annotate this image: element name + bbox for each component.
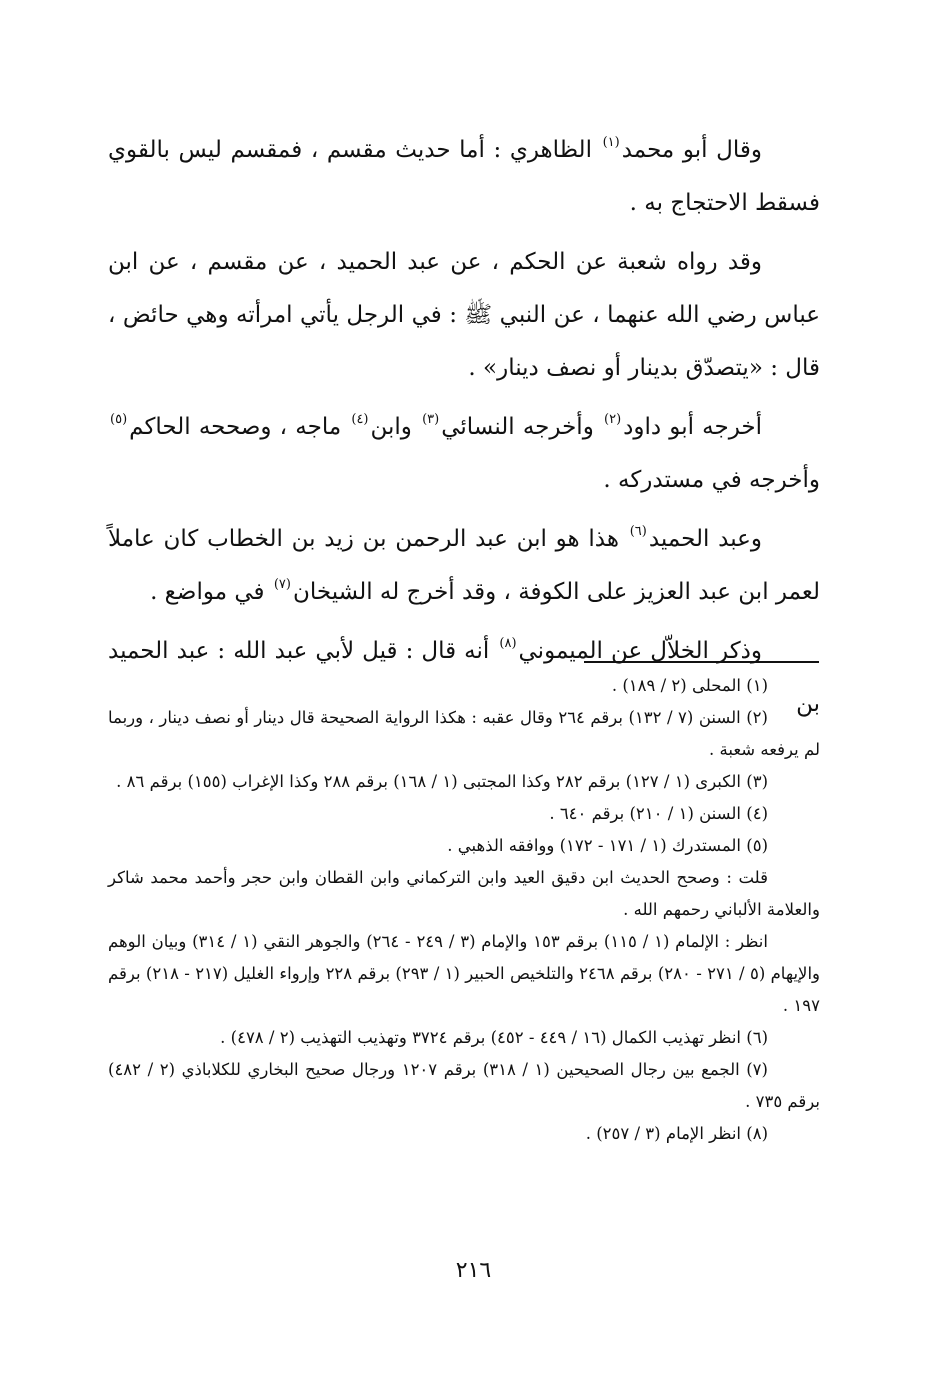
paragraph-1: وقال أبو محمد$^{(١)}$ الظاهري : أما حديث مقسم ، فمقسم ليس بالقوي فسقط الاحتجاج به .: [108, 135, 820, 216]
paragraph-4: وعبد الحميد$^{(٦)}$ هذا هو ابن عبد الرحمن بن زيد بن الخطاب كان عاملاً لعمر ابن عبد العزيز على الكوفة ، وقد أخرج له الشيخان$^{(٧)}$ في مواضع .: [108, 524, 820, 605]
footnote-6: (٦) انظر تهذيب الكمال (١٦ / ٤٤٩ - ٤٥٢) برقم ٣٧٢٤ وتهذيب التهذيب (٢ / ٤٧٨) .: [220, 1028, 768, 1047]
paragraph-5: وذكر الخلاّل عن الميموني$^{(٨)}$ أنه قال : قيل لأبي عبد الله : عبد الحميد بن: [108, 636, 820, 717]
footnote-ref-4: (٤): [351, 412, 369, 427]
footnote-2: (٢) السنن (٧ / ١٣٢) برقم ٢٦٤ وقال عقبه : هكذا الرواية الصحيحة قال دينار أو نصف دينار ، وربما لم يرفعه شعبة .: [108, 708, 820, 759]
footnote-7: (٧) الجمع بين رجال الصحيحين (١ / ٣١٨) برقم ١٢٠٧ ورجال صحيح البخاري للكلاباذي (٢ / ٤٨٢) برقم ٧٣٥ .: [108, 1060, 820, 1111]
footnote-3: (٣) الكبرى (١ / ١٢٧) برقم ٢٨٢ وكذا المجتبى (١ / ١٦٨) برقم ٢٨٨ وكذا الإغراب (١٥٥) برقم ٨٦ .: [116, 772, 768, 791]
footnote-5: (٥) المستدرك (١ / ١٧١ - ١٧٢) ووافقه الذهبي .: [447, 836, 768, 855]
footnote-ref-7: (٧): [273, 577, 291, 592]
footnote-ref-1: (١): [602, 135, 620, 150]
footnote-ref-5: (٥): [110, 412, 128, 427]
footnote-1: (١) المحلى (٢ / ١٨٩) .: [611, 676, 768, 695]
paragraph-2: وقد رواه شعبة عن الحكم ، عن عبد الحميد ، عن مقسم ، عن ابن عباس رضي الله عنهما ، عن النبي ﷺ : في الرجل يأتي امرأته وهي حائض ، قال : «يتصدّق بدينار أو نصف دينار» .: [108, 249, 820, 381]
page-number: ٢١٦: [455, 1258, 492, 1283]
footnote-ref-2: (٢): [604, 412, 622, 427]
footnotes: [108, 670, 820, 1150]
footnote-4: (٤) السنن (١ / ٢١٠) برقم ٦٤٠ .: [549, 804, 768, 823]
footnote-ref-6: (٦): [629, 524, 647, 539]
footnote-5-references: انظر : الإلمام (١ / ١١٥) برقم ١٥٣ والإمام (٣ / ٢٤٩ - ٢٦٤) والجوهر النقي (١ / ٣١٤) وبيان الوهم والإيهام (٥ / ٢٧١ - ٢٨٠) برقم ٢٤٦٨ والتلخيص الحبير (١ / ٢٩٣) برقم ٢٢٨ وإرواء الغليل (٢١٧ - ٢١٨) برقم ١٩٧ .: [108, 932, 820, 1015]
main-text: [108, 124, 820, 737]
paragraph-3: أخرجه أبو داود$^{(٢)}$ وأخرجه النسائي$^{(٣)}$ وابن$^{(٤)}$ ماجه ، وصححه الحاكم$^{(٥)}$ وأخرجه في مستدركه .: [110, 412, 820, 493]
footnote-ref-3: (٣): [422, 412, 440, 427]
footnote-separator: [584, 661, 819, 663]
footnote-8: (٨) انظر الإمام (٣ / ٢٥٧) .: [585, 1124, 768, 1143]
footnote-5-comment: قلت : وصحح الحديث ابن دقيق العيد وابن التركماني وابن القطان وابن حجر وأحمد محمد شاكر والعلامة الألباني رحمهم الله .: [108, 868, 820, 919]
footnote-ref-8: (٨): [499, 636, 517, 651]
